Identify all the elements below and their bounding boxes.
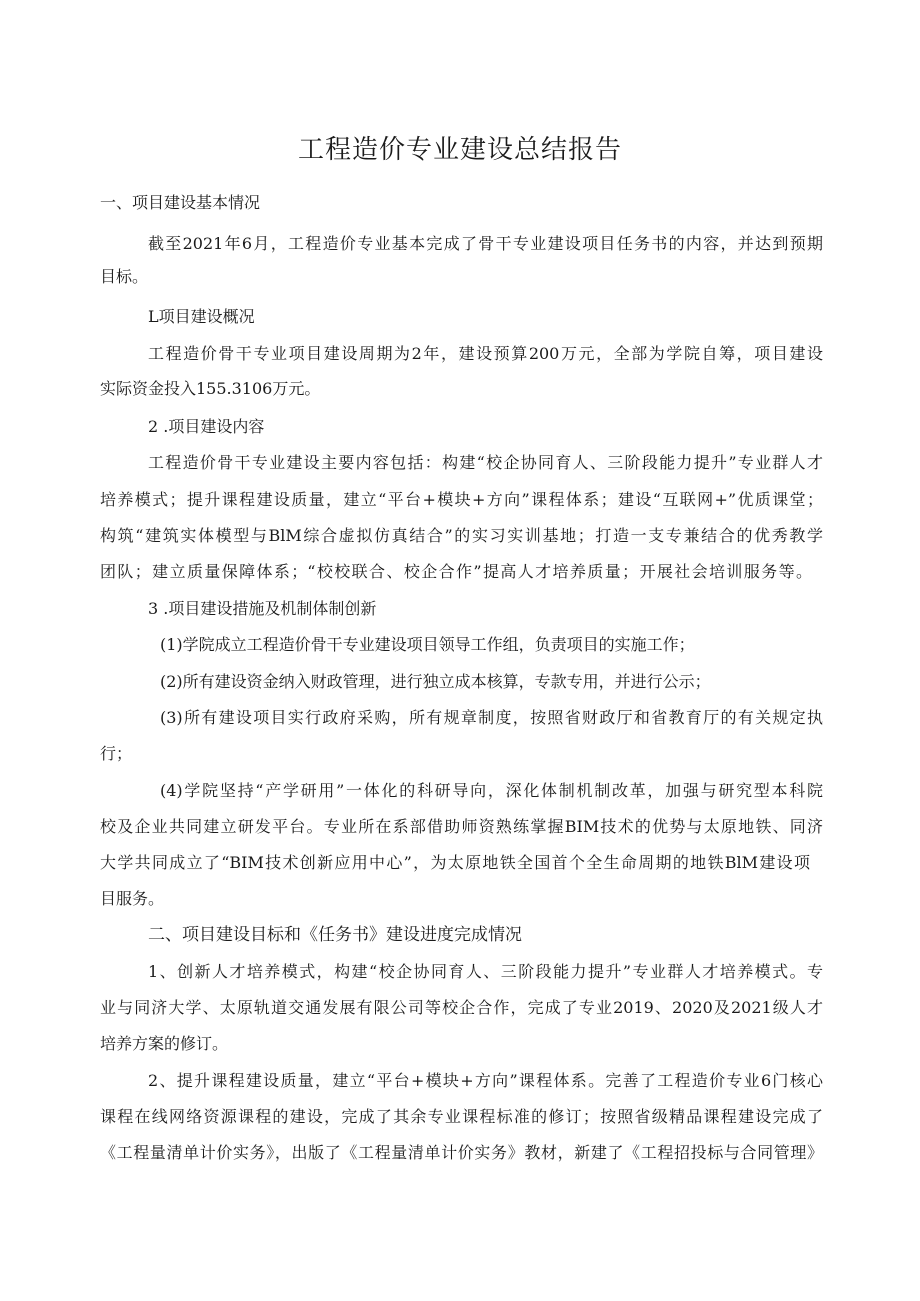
list-item: (4)学院坚持“产学研用”一体化的科研导向，深化体制机制改革，加强与研究型本科院	[160, 781, 823, 800]
section-heading-1: 一、项目建设基本情况	[100, 193, 261, 212]
paragraph-line: 课程在线网络资源课程的建设，完成了其余专业课程标准的修订；按照省级精品课程建设完成了	[100, 1107, 823, 1126]
paragraph-line: 构筑“建筑实体模型与BlM综合虚拟仿真结合”的实习实训基地；打造一支专兼结合的优秀教学	[100, 526, 823, 545]
paragraph-line: 工程造价骨干专业建设主要内容包括：构建“校企协同育人、三阶段能力提升”专业群人才	[148, 453, 823, 472]
paragraph-line: 目服务。	[100, 889, 165, 908]
paragraph-line: 业与同济大学、太原轨道交通发展有限公司等校企合作，完成了专业2019、2020及2021级人才	[100, 998, 823, 1017]
subheading-2: 2 .项目建设内容	[148, 417, 265, 436]
list-item-continuation: 行；	[100, 744, 133, 763]
list-item: (2)所有建设资金纳入财政管理，进行独立成本核算，专款专用，并进行公示；	[160, 672, 711, 691]
list-item: (3)所有建设项目实行政府采购，所有规章制度，按照省财政厅和省教育厅的有关规定执	[160, 708, 823, 727]
paragraph-line: 团队；建立质量保障体系；“校校联合、校企合作”提高人才培养质量；开展社会培训服务等。	[100, 562, 812, 581]
paragraph-line: 培养模式；提升课程建设质量，建立“平台+模块+方向”课程体系；建设“互联网+”优质课堂；	[100, 490, 823, 509]
document-title: 工程造价专业建设总结报告	[297, 135, 622, 166]
paragraph-line: 工程造价骨干专业项目建设周期为2年，建设预算200万元，全部为学院自筹，项目建设	[148, 344, 823, 363]
paragraph-line: 大学共同成立了“BIM技术创新应用中心”，为太原地铁全国首个全生命周期的地铁BlM建设项	[100, 853, 810, 872]
paragraph-line: 1、创新人才培养模式，构建“校企协同育人、三阶段能力提升”专业群人才培养模式。专	[148, 962, 823, 981]
list-item: (1)学院成立工程造价骨干专业建设项目领导工作组，负责项目的实施工作；	[160, 635, 695, 654]
paragraph-line: 培养方案的修订。	[100, 1034, 229, 1053]
subheading-1: L项目建设概况	[148, 307, 255, 326]
paragraph-line: 实际资金投入155.3106万元。	[100, 379, 321, 398]
paragraph-line: 《工程量清单计价实务》，出版了《工程量清单计价实务》教材，新建了《工程招投标与合同管理》	[100, 1143, 823, 1162]
paragraph-line: 截至2021年6月，工程造价专业基本完成了骨干专业建设项目任务书的内容，并达到预期	[148, 234, 823, 253]
section-heading-2: 二、项目建设目标和《任务书》建设进度完成情况	[148, 925, 522, 945]
paragraph-line: 2、提升课程建设质量，建立“平台+模块+方向”课程体系。完善了工程造价专业6门核心	[148, 1071, 823, 1090]
paragraph-line: 目标。	[100, 267, 149, 286]
subheading-3: 3 .项目建设措施及机制体制创新	[148, 599, 377, 618]
paragraph-line: 校及企业共同建立研发平台。专业所在系部借助师资熟练掌握BIM技术的优势与太原地铁、同济	[100, 817, 823, 836]
